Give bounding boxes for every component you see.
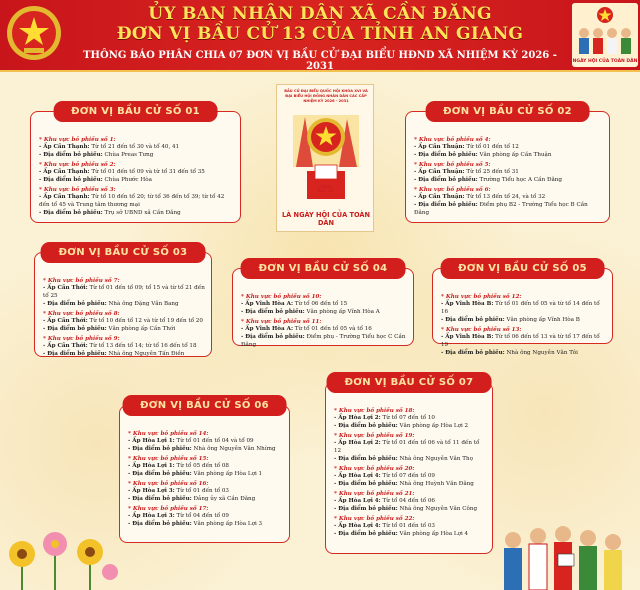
polling-area: * Khu vực bỏ phiếu số 10: - Ấp Vĩnh Hòa A: Từ tổ 06 đến tổ 15 - Địa điểm bỏ phiếu: Văn phòng ấp Vĩnh Hòa A — [241, 294, 380, 315]
election-day-caption: NGÀY HỘI CỦA TOÀN DÂN — [572, 59, 638, 64]
unit-title: ĐƠN VỊ BẦU CỬ SỐ 03 — [41, 242, 206, 263]
polling-area: * Khu vực bỏ phiếu số 8: - Ấp Cần Thới: Từ tổ 10 đến tổ 12 và từ tổ 19 đến tổ 20 - Địa điểm bỏ phiếu: Văn phòng ấp Cần Thới — [43, 311, 203, 332]
polling-area: * Khu vực bỏ phiếu số 13: - Ấp Vĩnh Hòa B: Từ tổ 06 đến tổ 13 và từ tổ 17 đến tổ 19 - Địa điểm bỏ phiếu: Nhà ông Nguyễn Văn Tôi — [441, 327, 600, 356]
election-day-illustration — [572, 3, 638, 67]
election-unit-07 — [325, 377, 493, 554]
header-banner — [0, 0, 640, 72]
polling-area: * Khu vực bỏ phiếu số 2: - Ấp Cần Thạnh: Từ tổ 01 đến tổ 09 và từ tổ 31 đến tổ 35 - Địa điểm bỏ phiếu: Chùa Phước Hòa — [39, 162, 205, 183]
header-subtitle: THÔNG BÁO PHÂN CHIA 07 ĐƠN VỊ BẦU CỬ ĐẠI BIỂU HĐND XÃ NHIỆM KỲ 2026 - 2031 — [83, 50, 557, 72]
unit-title: ĐƠN VỊ BẦU CỬ SỐ 01 — [53, 101, 218, 122]
election-unit-05 — [432, 263, 613, 356]
header-title-2: ĐƠN VỊ BẦU CỬ 13 CỦA TỈNH AN GIANG — [116, 24, 524, 44]
polling-area: * Khu vực bỏ phiếu số 3: - Ấp Cần Thạnh: Từ tổ 10 đến tổ 20; từ tổ 36 đến tổ 39; từ tổ 42 đến tổ 45 và Trung tâm thương mại - Địa điểm bỏ phiếu: Trụ sở UBND xã Cần Đăng — [39, 187, 225, 216]
polling-area: * Khu vực bỏ phiếu số 4: - Ấp Cần Thuận: Từ tổ 01 đến tổ 12 - Địa điểm bỏ phiếu: Văn phòng ấp Cần Thuận — [414, 137, 552, 158]
election-unit-06 — [119, 400, 290, 543]
polling-area: * Khu vực bỏ phiếu số 16: - Ấp Hòa Lợi 3: Từ tổ 01 đến tổ 03 - Địa điểm bỏ phiếu: Đảng ủy xã Cần Đăng — [128, 481, 256, 502]
unit-title: ĐƠN VỊ BẦU CỬ SỐ 04 — [241, 258, 406, 279]
election-unit-02 — [405, 106, 610, 223]
header-title-1: ỦY BAN NHÂN DÂN XÃ CẦN ĐĂNG — [148, 4, 492, 24]
polling-area: * Khu vực bỏ phiếu số 7: - Ấp Cần Thới: Từ tổ 01 đến tổ 09; tổ 15 và từ tổ 21 đến tổ 25 - Địa điểm bỏ phiếu: Nhà ông Đặng Văn Bang — [43, 278, 205, 307]
polling-area: * Khu vực bỏ phiếu số 19: - Ấp Hòa Lợi 2: Từ tổ 01 đến tổ 06 và tổ 11 đến tổ 12 - Địa điểm bỏ phiếu: Nhà ông Nguyễn Văn Thọ — [334, 433, 480, 462]
unit-title: ĐƠN VỊ BẦU CỬ SỐ 06 — [122, 395, 287, 416]
polling-area: * Khu vực bỏ phiếu số 1: - Ấp Cần Thạnh: Từ tổ 21 đến tổ 30 và tổ 40, 41 - Địa điểm bỏ phiếu: Chùa Preas Tưng — [39, 137, 180, 158]
polling-area: * Khu vực bỏ phiếu số 17: - Ấp Hòa Lợi 3: Từ tổ 04 đến tổ 09 - Địa điểm bỏ phiếu: Văn phòng ấp Hòa Lợi 3 — [128, 506, 263, 527]
polling-area: * Khu vực bỏ phiếu số 6: - Ấp Cần Thuận: Từ tổ 13 đến tổ 24, và tổ 32 - Địa điểm bỏ phiếu: Điểm phụ B2 - Trường Tiểu học B Cần Đăng — [414, 187, 588, 216]
citizens-decoration-icon — [498, 520, 638, 590]
unit-title: ĐƠN VỊ BẦU CỬ SỐ 05 — [440, 258, 605, 279]
national-emblem-icon — [4, 3, 64, 63]
poster-heading: BẦU CỬ ĐẠI BIỂU QUỐC HỘI KHÓA XVI VÀ ĐẠI BIỂU HỘI ĐỒNG NHÂN DÂN CÁC CẤP NHIỆM KỲ 2026 - 2031 — [284, 89, 368, 103]
polling-area: * Khu vực bỏ phiếu số 11: - Ấp Vĩnh Hòa A: Từ tổ 01 đến tổ 05 và tổ 16 - Địa điểm bỏ phiếu: Điểm phụ - Trường Tiểu học C Cần Đăng — [241, 319, 406, 348]
polling-area: * Khu vực bỏ phiếu số 14: - Ấp Hòa Lợi 1: Từ tổ 01 đến tổ 04 và tổ 09 - Địa điểm bỏ phiếu: Nhà ông Nguyễn Văn Nhừng — [128, 431, 276, 452]
unit-title: ĐƠN VỊ BẦU CỬ SỐ 02 — [425, 101, 590, 122]
polling-area: * Khu vực bỏ phiếu số 12: - Ấp Vĩnh Hòa B: Từ tổ 01 đến tổ 05 và từ tổ 14 đến tổ 16 - Địa điểm bỏ phiếu: Văn phòng ấp Vĩnh Hòa B — [441, 294, 600, 323]
people-illustration-icon — [572, 3, 638, 57]
election-unit-03 — [34, 247, 212, 357]
polling-area: * Khu vực bỏ phiếu số 20: - Ấp Hòa Lợi 4: Từ tổ 07 đến tổ 09 - Địa điểm bỏ phiếu: Nhà ông Huỳnh Văn Đăng — [334, 466, 474, 487]
election-unit-04 — [232, 263, 414, 348]
unit-title: ĐƠN VỊ BẦU CỬ SỐ 07 — [327, 372, 492, 393]
polling-area: * Khu vực bỏ phiếu số 21: - Ấp Hòa Lợi 4: Từ tổ 04 đến tổ 06 - Địa điểm bỏ phiếu: Nhà ông Nguyễn Văn Công — [334, 491, 478, 512]
poster-slogan: LÀ NGÀY HỘI CỦA TOÀN DÂN — [281, 211, 371, 227]
polling-area: * Khu vực bỏ phiếu số 9: - Ấp Cần Thới: Từ tổ 13 đến tổ 14; từ tổ 16 đến tổ 18 - Địa điểm bỏ phiếu: Nhà ông Nguyễn Tấn Điền — [43, 336, 197, 357]
election-poster — [276, 84, 374, 232]
polling-area: * Khu vực bỏ phiếu số 15: - Ấp Hòa Lợi 1: Từ tổ 05 đến tổ 08 - Địa điểm bỏ phiếu: Văn phòng ấp Hòa Lợi 1 — [128, 456, 263, 477]
polling-area: * Khu vực bỏ phiếu số 5: - Ấp Cần Thuận: Từ tổ 25 đến tổ 31 - Địa điểm bỏ phiếu: Trường Tiểu học A Cần Đăng — [414, 162, 562, 183]
poster-ballot-label: PHIẾU BẦU CỬ — [317, 185, 335, 193]
election-unit-01 — [30, 106, 241, 223]
polling-area: * Khu vực bỏ phiếu số 18: - Ấp Hòa Lợi 2: Từ tổ 07 đến tổ 10 - Địa điểm bỏ phiếu: Văn phòng ấp Hòa Lợi 2 — [334, 408, 469, 429]
polling-area: * Khu vực bỏ phiếu số 22: - Ấp Hòa Lợi 4: Từ tổ 01 đến tổ 03 - Địa điểm bỏ phiếu: Văn phòng ấp Hòa Lợi 4 — [334, 516, 469, 537]
flowers-decoration-icon — [0, 520, 120, 590]
